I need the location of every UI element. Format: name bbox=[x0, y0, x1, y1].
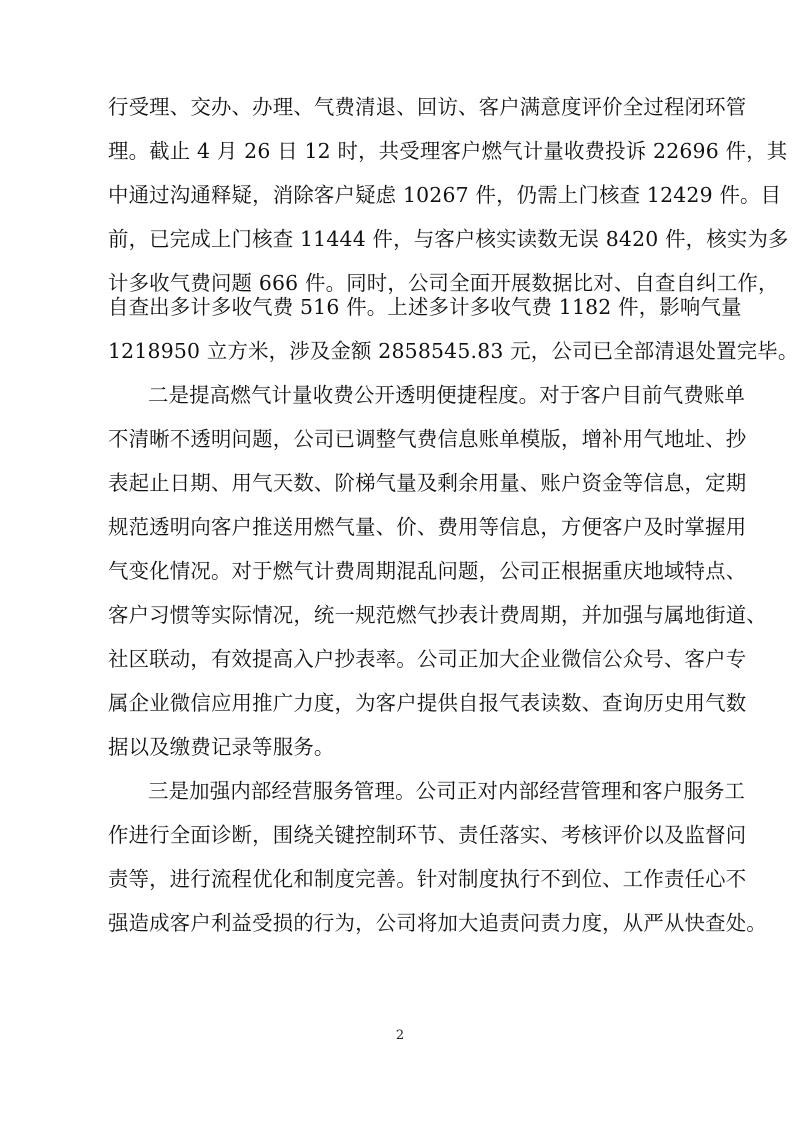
text-line: 客户习惯等实际情况，统一规范燃气抄表计费周期，并加强与属地街道、 bbox=[108, 603, 767, 627]
paragraph-first-line: 二是提高燃气计量收费公开透明便捷程度。对于客户目前气费账单 bbox=[148, 383, 746, 407]
text-line: 不清晰不透明问题，公司已调整气费信息账单模版，增补用气地址、抄 bbox=[108, 427, 747, 451]
text-line: 作进行全面诊断，围绕关键控制环节、责任落实、考核评价以及监督问 bbox=[108, 823, 747, 847]
text-line: 规范透明向客户推送用燃气量、价、费用等信息，方便客户及时掌握用 bbox=[108, 515, 747, 539]
text-line: 据以及缴费记录等服务。 bbox=[108, 735, 335, 759]
text-line: 自查出多计多收气费 516 件。上述多计多收气费 1182 件，影响气量 bbox=[108, 295, 742, 319]
text-line: 强造成客户利益受损的行为，公司将加大追责问责力度，从严从快查处。 bbox=[108, 911, 767, 935]
text-line: 表起止日期、用气天数、阶梯气量及剩余用量、账户资金等信息，定期 bbox=[108, 471, 747, 495]
text-line: 属企业微信应用推广力度，为客户提供自报气表读数、查询历史用气数 bbox=[108, 691, 747, 715]
text-line: 计多收气费问题 666 件。同时，公司全面开展数据比对、自查自纠工作， bbox=[108, 271, 779, 295]
text-line: 社区联动，有效提高入户抄表率。公司正加大企业微信公众号、客户专 bbox=[108, 647, 747, 671]
text-line: 责等，进行流程优化和制度完善。针对制度执行不到位、工作责任心不 bbox=[108, 867, 747, 891]
text-line: 中通过沟通释疑，消除客户疑虑 10267 件，仍需上门核查 12429 件。目 bbox=[108, 183, 782, 207]
text-line: 理。截止 4 月 26 日 12 时，共受理客户燃气计量收费投诉 22696 件，其 bbox=[108, 139, 788, 163]
text-line: 行受理、交办、办理、气费清退、回访、客户满意度评价全过程闭环管 bbox=[108, 95, 747, 119]
page-number: 2 bbox=[395, 1028, 405, 1043]
text-line: 气变化情况。对于燃气计费周期混乱问题，公司正根据重庆地域特点、 bbox=[108, 559, 747, 583]
paragraph-first-line: 三是加强内部经营服务管理。公司正对内部经营管理和客户服务工 bbox=[148, 779, 746, 803]
text-line: 前，已完成上门核查 11444 件，与客户核实读数无误 8420 件，核实为多 bbox=[108, 227, 789, 251]
text-line: 1218950 立方米，涉及金额 2858545.83 元，公司已全部清退处置完毕。 bbox=[108, 339, 799, 363]
